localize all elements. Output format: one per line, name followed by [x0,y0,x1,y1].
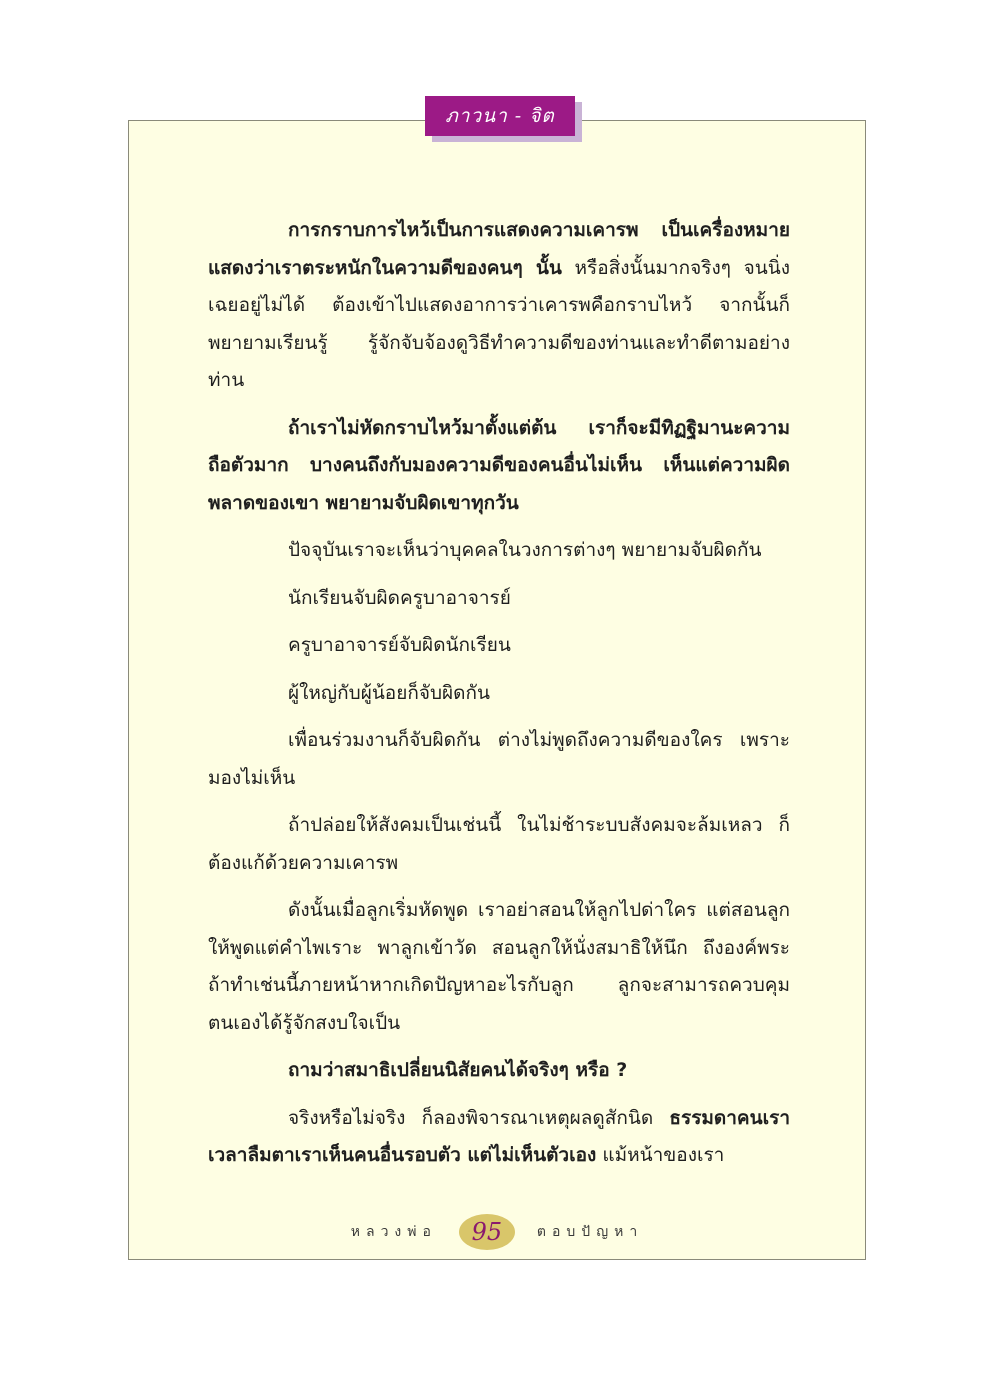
paragraph-text: แม้หน้าของเรา [596,1144,725,1166]
section-tab: ภาวนา - จิต [425,96,575,136]
paragraph-text: ผู้ใหญ่กับผู้น้อยก็จับผิดกัน [288,681,491,704]
page-number: 95 [459,1214,515,1250]
paragraph [208,212,790,400]
paragraph-text-bold: การกราบการไหว้เป็นการแสดงความเคารพ เป็นเครื่องหมายแสดงว่าเราตระหนักในความดีของคนๆ นั้น [208,219,790,279]
paragraph-text: นักเรียนจับผิดครูบาอาจารย์ [288,586,511,609]
paragraph [208,675,790,713]
paragraph [208,1100,790,1175]
paragraph-text-bold: ธรรมดาคนเราเวลาลืมตาเราเห็นคนอื่นรอบตัว แต่ไม่เห็นตัวเอง [208,1106,790,1166]
footer-book-title-right: ตอบปัญหา [536,1224,644,1240]
paragraph-text-bold: ถามว่าสมาธิเปลี่ยนนิสัยคนได้จริงๆ หรือ ? [288,1059,628,1081]
paragraph [208,1052,790,1090]
paragraph-text: เพื่อนร่วมงานก็จับผิดกัน ต่างไม่พูดถึงความดีของใคร เพราะมองไม่เห็น [208,729,790,789]
paragraph-text: จริงหรือไม่จริง ก็ลองพิจารณาเหตุผลดูสักนิด [288,1106,670,1129]
footer-book-title-left: หลวงพ่อ [350,1224,437,1240]
paragraph-text: ถ้าปล่อยให้สังคมเป็นเช่นนี้ ในไม่ช้าระบบสังคมจะล้มเหลว ก็ต้องแก้ด้วยความเคารพ [208,814,790,874]
paragraph-text: ดังนั้นเมื่อลูกเริ่มหัดพูด เราอย่าสอนให้ลูกไปด่าใคร แต่สอนลูกให้พูดแต่คำไพเราะ พาลูกเข้าวัด สอนลูกให้นั่งสมาธิให้นึก ถึงองค์พระ ถ้าทำเช่นนี้ภายหน้าหากเกิดปัญหาอะไรกับลูก ลูกจะสามารถควบคุมตนเองได้รู้จักสงบใจเป็น [208,899,790,1034]
page-footer [128,1212,866,1252]
paragraph [208,580,790,618]
paragraph-text: ครูบาอาจารย์จับผิดนักเรียน [288,634,511,656]
paragraph [208,410,790,523]
paragraph [208,892,790,1042]
paragraph [208,627,790,665]
paragraph-text: หรือสิ่งนั้นมากจริงๆ จนนิ่งเฉยอยู่ไม่ได้ ต้องเข้าไปแสดงอาการว่าเคารพคือกราบไหว้ จากนั้นก็พยายามเรียนรู้ รู้จักจับจ้องดูวิธีทำความดีของท่านและทำดีตามอย่างท่าน [208,256,790,391]
paragraph-text: ปัจจุบันเราจะเห็นว่าบุคคลในวงการต่างๆ พยายามจับผิดกัน [288,539,762,561]
paragraph [208,807,790,882]
paragraph [208,532,790,570]
paragraph-text-bold: ถ้าเราไม่หัดกราบไหว้มาตั้งแต่ต้น เราก็จะมีทิฏฐิมานะความถือตัวมาก บางคนถึงกับมองความดีของคนอื่นไม่เห็น เห็นแต่ความผิดพลาดของเขา พยายามจับผิดเขาทุกวัน [208,416,790,514]
body-text [208,212,790,1175]
paragraph [208,722,790,797]
